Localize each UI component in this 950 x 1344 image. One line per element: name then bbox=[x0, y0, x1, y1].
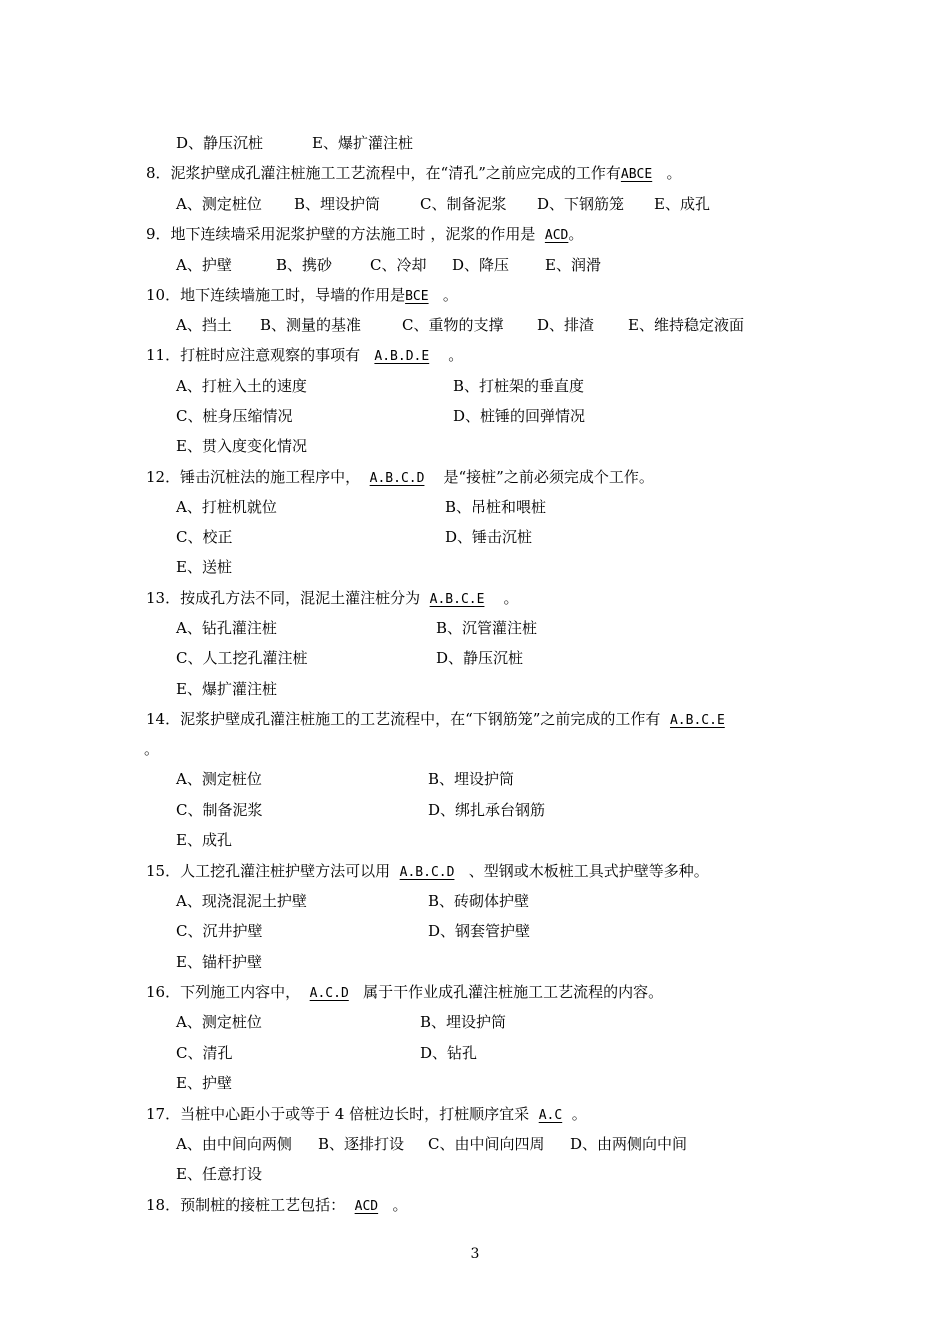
question-14: 14．泥浆护壁成孔灌注桩施工的工艺流程中，在“下钢筋笼”之前完成的工作有 A.B.C.E bbox=[146, 710, 725, 728]
option: B、沉管灌注桩 bbox=[436, 619, 538, 637]
option: D、钢套管护壁 bbox=[428, 922, 531, 940]
option: A、测定桩位 bbox=[176, 195, 262, 213]
option: A、打桩机就位 bbox=[176, 498, 277, 516]
option: A、现浇混泥土护壁 bbox=[176, 892, 307, 910]
option: A、由中间向两侧 bbox=[176, 1135, 292, 1153]
option: B、埋设护筒 bbox=[420, 1013, 507, 1031]
option: A、钻孔灌注桩 bbox=[176, 619, 277, 637]
page-number: 3 bbox=[470, 1246, 480, 1262]
option: E、成孔 bbox=[654, 195, 710, 213]
question-11: 11．打桩时应注意观察的事项有 A.B.D.E 。 bbox=[146, 346, 464, 364]
option: B、测量的基准 bbox=[260, 316, 362, 334]
question-16: 16．下列施工内容中， A.C.D 属于干作业成孔灌注桩施工工艺流程的内容。 bbox=[146, 983, 664, 1001]
option: D、钻孔 bbox=[420, 1044, 478, 1062]
answer: A.B.C.E bbox=[669, 713, 725, 728]
answer: BCE bbox=[405, 289, 429, 304]
option: E、送桩 bbox=[176, 558, 232, 576]
option: C、重物的支撑 bbox=[402, 316, 504, 334]
answer: ACD bbox=[354, 1199, 379, 1214]
option: E、护壁 bbox=[176, 1074, 232, 1092]
question-9: 9．地下连续墙采用泥浆护壁的方法施工时 ，泥浆的作用是 ACD。 bbox=[146, 225, 584, 243]
option: E、锚杆护壁 bbox=[176, 953, 262, 971]
option: C、沉井护壁 bbox=[176, 922, 263, 940]
question-12: 12．锤击沉桩法的施工程序中， A.B.C.D 是“接桩”之前必须完成个工作。 bbox=[146, 468, 654, 486]
option: E、成孔 bbox=[176, 831, 232, 849]
option: B、携砂 bbox=[276, 256, 333, 274]
option: B、打桩架的垂直度 bbox=[453, 377, 585, 395]
option: E、润滑 bbox=[545, 256, 601, 274]
option: D、静压沉桩 bbox=[436, 649, 524, 667]
answer: A.C.D bbox=[309, 986, 349, 1001]
option: C、冷却 bbox=[370, 256, 427, 274]
question-14-end: 。 bbox=[144, 740, 160, 758]
question-18: 18．预制桩的接桩工艺包括： ACD 。 bbox=[146, 1196, 408, 1214]
question-13: 13．按成孔方法不同，混泥土灌注桩分为 A.B.C.E 。 bbox=[146, 589, 519, 607]
question-8: 8．泥浆护壁成孔灌注桩施工工艺流程中，在“清孔”之前应完成的工作有ABCE 。 bbox=[146, 164, 682, 182]
option: D、由两侧向中间 bbox=[570, 1135, 688, 1153]
option: A、测定桩位 bbox=[176, 770, 262, 788]
option: C、人工挖孔灌注桩 bbox=[176, 649, 308, 667]
option: E、爆扩灌注桩 bbox=[312, 134, 413, 152]
option: B、埋设护筒 bbox=[428, 770, 515, 788]
option: A、打桩入土的速度 bbox=[176, 377, 307, 395]
option: C、制备泥浆 bbox=[420, 195, 507, 213]
option: C、桩身压缩情况 bbox=[176, 407, 293, 425]
option: A、测定桩位 bbox=[176, 1013, 262, 1031]
option: A、挡土 bbox=[176, 316, 232, 334]
option: E、维持稳定液面 bbox=[628, 316, 744, 334]
option: B、逐排打设 bbox=[318, 1135, 405, 1153]
option: E、任意打设 bbox=[176, 1165, 262, 1183]
option: D、降压 bbox=[452, 256, 510, 274]
question-17: 17．当桩中心距小于或等于 4 倍桩边长时，打桩顺序宜采 A.C 。 bbox=[146, 1105, 587, 1123]
option: C、清孔 bbox=[176, 1044, 233, 1062]
option: D、绑扎承台钢筋 bbox=[428, 801, 546, 819]
option: E、爆扩灌注桩 bbox=[176, 680, 277, 698]
answer: ABCE bbox=[620, 167, 653, 182]
answer: A.B.C.E bbox=[429, 592, 485, 607]
option: B、砖砌体护壁 bbox=[428, 892, 530, 910]
option: A、护壁 bbox=[176, 256, 232, 274]
option: B、吊桩和喂桩 bbox=[445, 498, 547, 516]
answer: A.B.C.D bbox=[399, 865, 455, 880]
option: C、校正 bbox=[176, 528, 233, 546]
option: D、静压沉桩 bbox=[176, 134, 264, 152]
option: D、桩锤的回弹情况 bbox=[453, 407, 586, 425]
question-10: 10．地下连续墙施工时，导墙的作用是BCE 。 bbox=[146, 286, 458, 304]
option: B、埋设护筒 bbox=[294, 195, 381, 213]
option: D、锤击沉桩 bbox=[445, 528, 533, 546]
option: D、排渣 bbox=[537, 316, 595, 334]
question-15: 15．人工挖孔灌注桩护壁方法可以用 A.B.C.D 、型钢或木板桩工具式护壁等多种。 bbox=[146, 862, 709, 880]
answer: A.B.D.E bbox=[374, 349, 430, 364]
option: E、贯入度变化情况 bbox=[176, 437, 307, 455]
option: C、制备泥浆 bbox=[176, 801, 263, 819]
option: D、下钢筋笼 bbox=[537, 195, 625, 213]
answer: A.C bbox=[538, 1108, 563, 1123]
answer: A.B.C.D bbox=[369, 471, 425, 486]
option: C、由中间向四周 bbox=[428, 1135, 545, 1153]
answer: ACD bbox=[544, 228, 569, 243]
